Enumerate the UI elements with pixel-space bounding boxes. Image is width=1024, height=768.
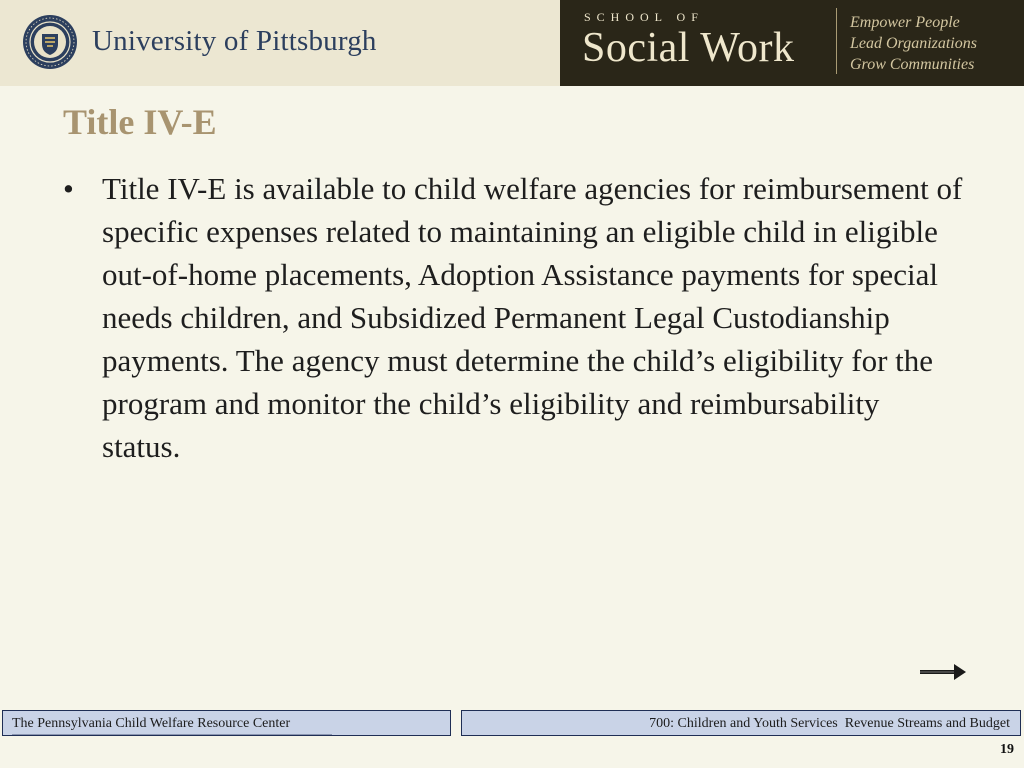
tagline: Empower People [850,14,960,31]
header-divider [836,8,837,74]
school-name: Social Work [582,25,795,71]
university-seal-icon [22,14,78,70]
tagline: Grow Communities [850,56,975,73]
footer-resource-center [2,710,451,736]
slide-header [0,0,1024,86]
footer-right-text: 700: Children and Youth Services Revenue Streams and Budget [649,716,1010,731]
school-of-label: SCHOOL OF [584,10,704,24]
tagline: Lead Organizations [850,35,977,52]
right-arrow-icon[interactable] [918,660,968,684]
slide-body [63,167,963,468]
slide-title: Title IV-E [63,102,217,142]
university-banner [0,0,560,86]
university-name: University of Pittsburgh [92,25,377,57]
taglines [850,12,977,75]
bullet-text: Title IV-E is available to child welfare agencies for reimbursement of specific expenses related to maintaining an eligible child in eligible out-of-home placements, Adoption Assistance payments for special needs children, and Subsidized Permanent Legal Custodianship payments. The agency must determine the child’s eligibility for the program and monitor the child’s eligibility and reimbursability status. [102,171,963,464]
bullet-symbol: • [63,171,74,206]
school-banner [560,0,1024,86]
footer-left-text: The Pennsylvania Child Welfare Resource Center [12,716,291,731]
footer-underline [12,734,332,735]
page-number: 19 [1000,742,1014,757]
footer-course [461,710,1021,736]
bullet-item [63,167,963,468]
